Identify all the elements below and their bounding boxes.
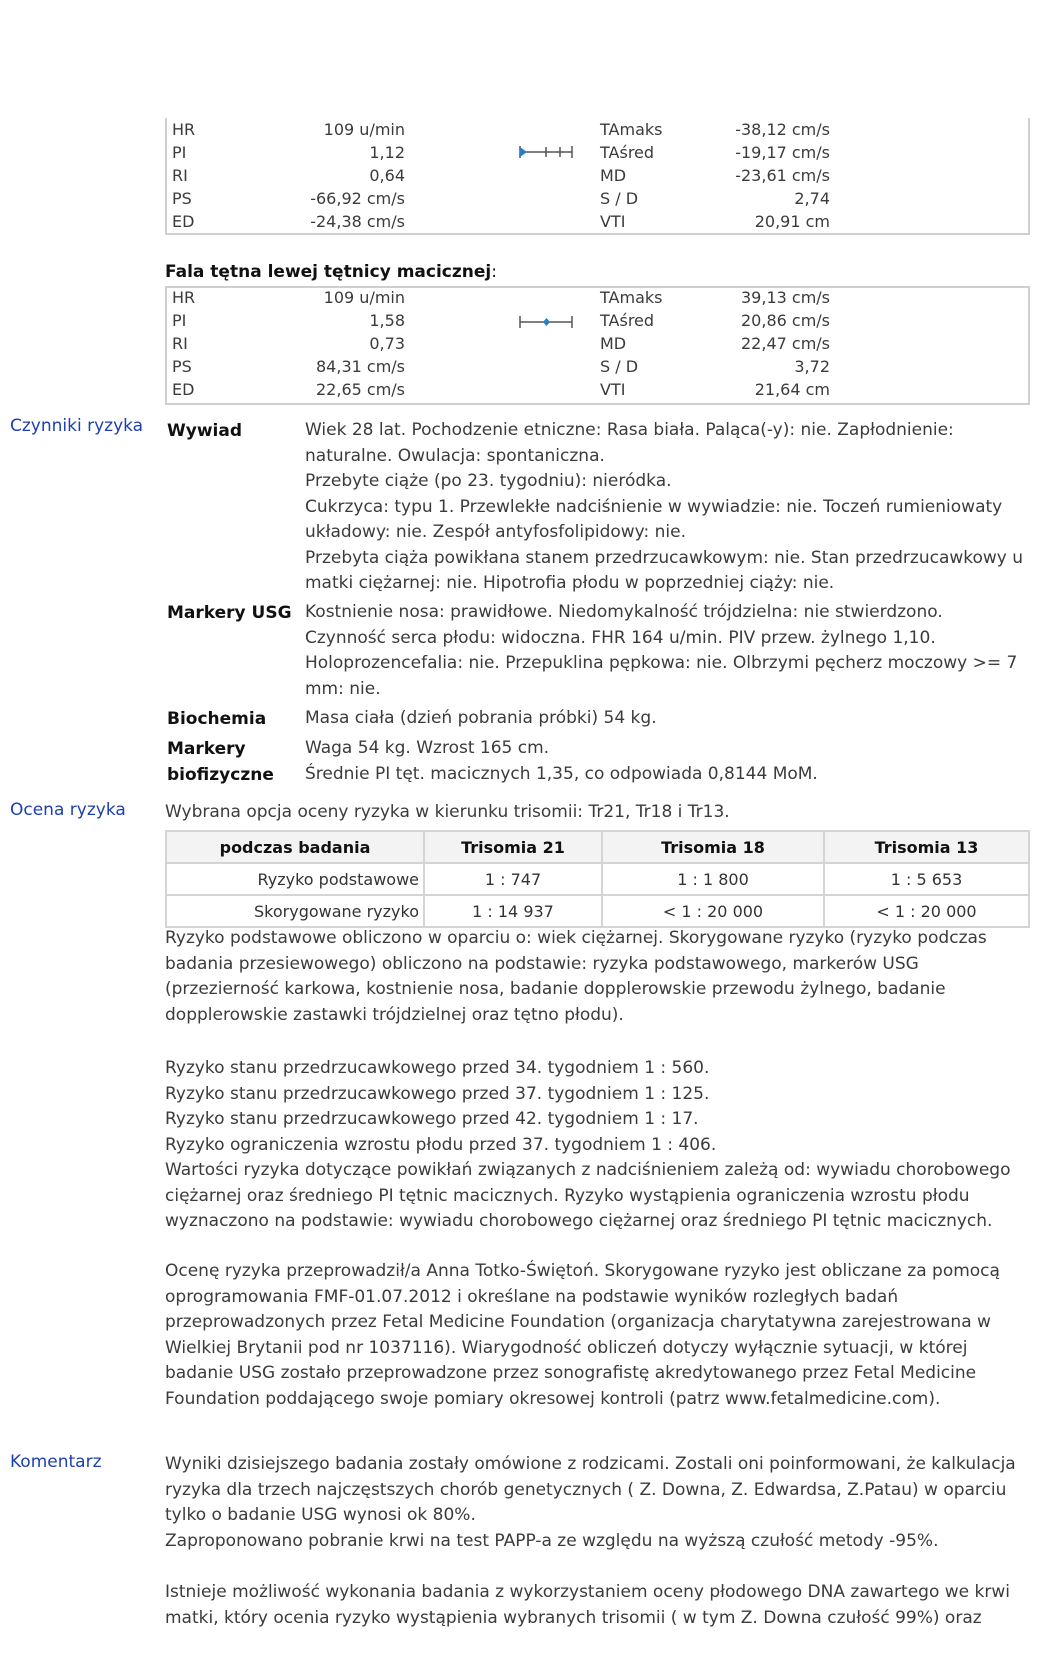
comment-text-2: [165, 1580, 1010, 1631]
measure-label: MD: [600, 166, 627, 185]
risk-table-cell: Skorygowane ryzyko: [166, 895, 424, 927]
text-line: Przebyte ciąże (po 23. tygodniu): nieródka.: [305, 471, 672, 491]
measure-label: HR: [172, 120, 196, 139]
measure-value: -19,17 cm/s: [735, 143, 830, 162]
risk-table: [165, 830, 1030, 928]
text-line: Holoprozencefalia: nie. Przepuklina pępkowa: nie. Olbrzymi pęcherz moczowy >= 7: [305, 653, 1018, 673]
text-line: Średnie PI tęt. macicznych 1,35, co odpowiada 0,8144 MoM.: [305, 763, 818, 784]
usg-markers-text: [305, 600, 1017, 702]
text-line: Wielkiej Brytanii pod nr 1037116). Wiarygodność obliczeń dotyczy wyłącznie sytuacji, w której: [165, 1337, 968, 1358]
text-line: wyznaczono na podstawie: wywiadu chorobowego ciężarnej oraz średniego PI tętnic macicznych.: [165, 1211, 993, 1231]
text-line: Masa ciała (dzień pobrania próbki) 54 kg.: [305, 708, 657, 728]
top-measurement-table: [165, 118, 1030, 235]
text-line: tylko o badanie USG wynosi ok 80%.: [165, 1505, 476, 1525]
text-line: badania przesiewowego) obliczono na podstawie: ryzyka podstawowego, markerów USG: [165, 953, 919, 974]
risk-table-cell: 1 : 5 653: [824, 863, 1029, 895]
measure-label: ED: [172, 212, 195, 231]
left-artery-table: [165, 286, 1030, 405]
measure-value: 1,12: [369, 143, 405, 162]
risk-table-cell: 1 : 14 937: [424, 895, 602, 927]
measure-value: 0,64: [369, 166, 405, 185]
measure-value: 109 u/min: [323, 120, 405, 139]
risk-table-cell: < 1 : 20 000: [824, 895, 1029, 927]
measure-label: VTI: [600, 212, 626, 231]
text-line: (przezierność karkowa, kostnienie nosa, badanie dopplerowskie przewodu żylnego, badanie: [165, 979, 946, 999]
section-comment: Komentarz: [10, 1452, 102, 1472]
measure-value: 39,13 cm/s: [741, 288, 830, 307]
pi-range-marker-icon: [518, 144, 574, 160]
text-line: Wyniki dzisiejszego badania zostały omówione z rodzicami. Zostali oni poinformowani, że kalkulacja: [165, 1454, 1016, 1474]
text-line: badanie USG zostało przeprowadzone przez sonografistę akredytowanego przez Fetal Medicine: [165, 1363, 977, 1383]
text-line: Foundation poddającego swoje pomiary okresowej kontroli (patrz www.fetalmedicine.com).: [165, 1388, 941, 1409]
text-line: Ryzyko podstawowe obliczono w oparciu o: wiek ciężarnej. Skorygowane ryzyko (ryzyko podczas: [165, 928, 987, 948]
text-line: Wiek 28 lat. Pochodzenie etniczne: Rasa biała. Paląca(-y): nie. Zapłodnienie:: [305, 420, 954, 440]
measure-value: 22,65 cm/s: [316, 380, 405, 399]
measure-label: PI: [172, 143, 187, 162]
text-line: Ryzyko stanu przedrzucawkowego przed 37. tygodniem 1 : 125.: [165, 1083, 710, 1104]
measure-label: PS: [172, 357, 192, 376]
pi-range-marker-icon: [518, 314, 574, 330]
measure-label: HR: [172, 288, 196, 307]
text-line: ciężarnej oraz średniego PI tętnic macicznych. Ryzyko wystąpienia ograniczenia wzrostu płodu: [165, 1185, 970, 1206]
measure-label: ED: [172, 380, 195, 399]
section-risk-factors: Czynniki ryzyka: [10, 416, 144, 436]
text-line: oprogramowania FMF-01.07.2012 i określane na podstawie wyników rozległych badań: [165, 1286, 899, 1307]
text-line: matki, który ocenia ryzyko wystąpienia wybranych trisomii ( w tym Z. Downa czułość 99%) oraz: [165, 1607, 982, 1628]
preeclampsia-risk-text: [165, 1056, 1010, 1235]
measure-label: TAśred: [600, 143, 655, 162]
biophysical-markers-text: [305, 736, 818, 787]
measure-value: 2,74: [794, 189, 830, 208]
risk-intro: Wybrana opcja oceny ryzyka w kierunku trisomii: Tr21, Tr18 i Tr13.: [165, 802, 730, 822]
risk-table-header: podczas badania: [166, 831, 424, 863]
measure-value: -24,38 cm/s: [310, 212, 405, 231]
risk-table-cell: 1 : 747: [424, 863, 602, 895]
risk-table-cell: 1 : 1 800: [602, 863, 824, 895]
measure-label: PI: [172, 311, 187, 330]
text-line: matki ciężarnej: nie. Hipotrofia płodu w poprzedniej ciąży: nie.: [305, 573, 835, 593]
text-line: Wartości ryzyka dotyczące powikłań związanych z nadciśnieniem zależą od: wywiadu chorobowego: [165, 1160, 1011, 1180]
risk-table-cell: Ryzyko podstawowe: [166, 863, 424, 895]
measure-value: 20,91 cm: [754, 212, 830, 231]
text-line: Ocenę ryzyka przeprowadził/a Anna Totko-Świętoń. Skorygowane ryzyko jest obliczane za pomocą: [165, 1261, 1000, 1281]
measure-label: VTI: [600, 380, 626, 399]
measure-value: 22,47 cm/s: [741, 334, 830, 353]
history-label: Wywiad: [167, 421, 243, 441]
measure-label: TAśred: [600, 311, 655, 330]
text-line: naturalne. Owulacja: spontaniczna.: [305, 445, 605, 466]
measure-value: -66,92 cm/s: [310, 189, 405, 208]
measure-label: PS: [172, 189, 192, 208]
measure-value: 3,72: [794, 357, 830, 376]
measure-value: 109 u/min: [323, 288, 405, 307]
measure-label: S / D: [600, 357, 639, 376]
risk-explanation: [165, 926, 987, 1028]
measure-label: S / D: [600, 189, 639, 208]
risk-table-header: Trisomia 13: [824, 831, 1029, 863]
risk-method-text: [165, 1259, 1000, 1412]
biochemistry-label: Biochemia: [167, 709, 267, 729]
measure-value: 84,31 cm/s: [316, 357, 405, 376]
left-artery-title: Fala tętna lewej tętnicy macicznej:: [165, 262, 497, 282]
measure-value: 0,73: [369, 334, 405, 353]
text-line: Istnieje możliwość wykonania badania z wykorzystaniem oceny płodowego DNA zawartego we krwi: [165, 1582, 1010, 1602]
section-risk-assessment: Ocena ryzyka: [10, 800, 126, 820]
measure-label: MD: [600, 334, 627, 353]
text-line: Przebyta ciąża powikłana stanem przedrzucawkowym: nie. Stan przedrzucawkowy u: [305, 547, 1024, 568]
text-line: Waga 54 kg. Wzrost 165 cm.: [305, 738, 550, 758]
measure-value: -38,12 cm/s: [735, 120, 830, 139]
comment-text: [165, 1452, 1016, 1554]
text-line: przeprowadzonych przez Fetal Medicine Foundation (organizacja charytatywna zarejestrowana w: [165, 1312, 991, 1332]
measure-label: TAmaks: [600, 288, 663, 307]
text-line: Ryzyko ograniczenia wzrostu płodu przed 37. tygodniem 1 : 406.: [165, 1134, 717, 1155]
measure-label: RI: [172, 334, 188, 353]
biochemistry-text: [305, 706, 657, 732]
usg-markers-label: Markery USG: [167, 603, 292, 623]
risk-table-cell: < 1 : 20 000: [602, 895, 824, 927]
measure-value: -23,61 cm/s: [735, 166, 830, 185]
text-line: ryzyka dla trzech najczęstszych chorób genetycznych ( Z. Downa, Z. Edwardsa, Z.Patau) w oparciu: [165, 1479, 1007, 1500]
risk-table-header: Trisomia 18: [602, 831, 824, 863]
text-line: układowy: nie. Zespół antyfosfolipidowy: nie.: [305, 522, 686, 542]
biophysical-markers-label: Markery biofizyczne: [167, 739, 274, 785]
measure-label: TAmaks: [600, 120, 663, 139]
text-line: Ryzyko stanu przedrzucawkowego przed 42. tygodniem 1 : 17.: [165, 1109, 699, 1129]
measure-value: 1,58: [369, 311, 405, 330]
text-line: Cukrzyca: typu 1. Przewlekłe nadciśnienie w wywiadzie: nie. Toczeń rumieniowaty: [305, 496, 1003, 517]
text-line: mm: nie.: [305, 678, 381, 699]
text-line: dopplerowskie zastawki trójdzielnej oraz tętno płodu).: [165, 1004, 624, 1025]
measure-label: RI: [172, 166, 188, 185]
text-line: Zaproponowano pobranie krwi na test PAPP-a ze względu na wyższą czułość metody -95%.: [165, 1530, 939, 1551]
history-text: [305, 418, 1023, 597]
measure-value: 21,64 cm: [754, 380, 830, 399]
text-line: Kostnienie nosa: prawidłowe. Niedomykalność trójdzielna: nie stwierdzono.: [305, 602, 943, 622]
text-line: Czynność serca płodu: widoczna. FHR 164 u/min. PIV przew. żylnego 1,10.: [305, 627, 936, 648]
text-line: Ryzyko stanu przedrzucawkowego przed 34. tygodniem 1 : 560.: [165, 1058, 710, 1078]
risk-table-header: Trisomia 21: [424, 831, 602, 863]
measure-value: 20,86 cm/s: [741, 311, 830, 330]
